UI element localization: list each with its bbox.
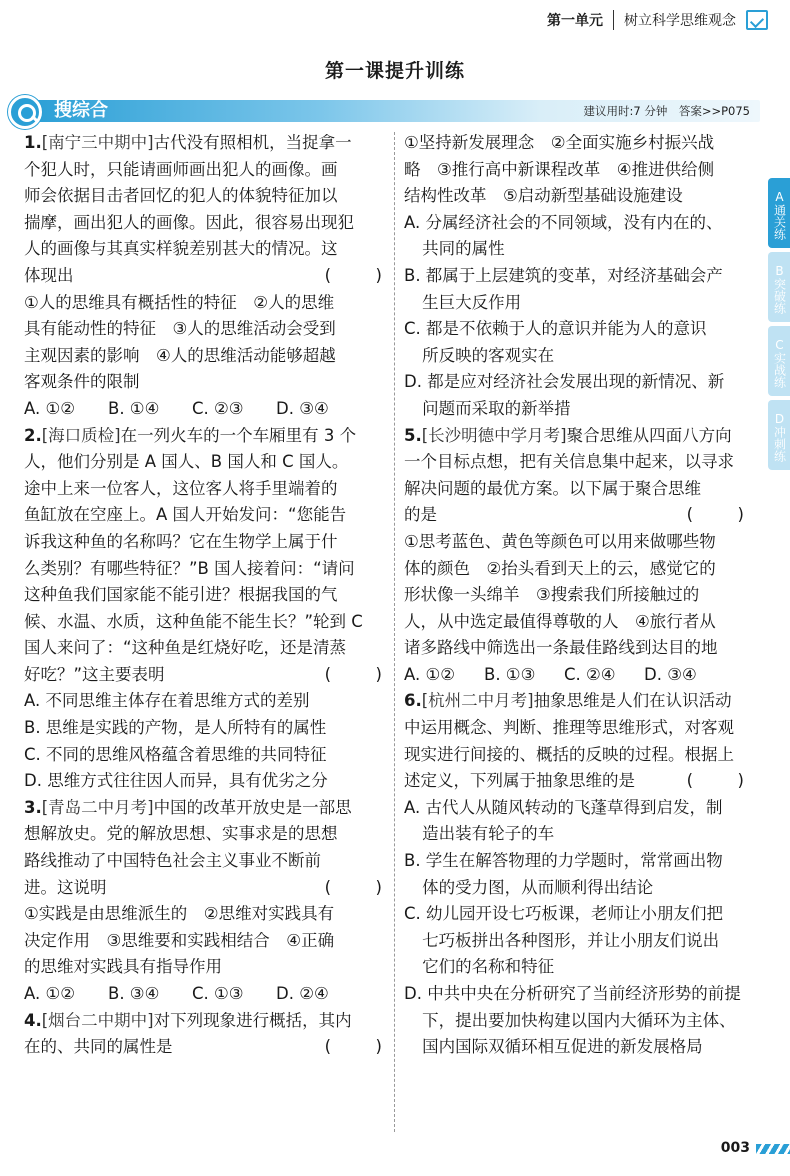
- question-text-line: 中国的改革开放史是一部思: [153, 797, 352, 817]
- choice-b-cont: 生巨大反作用: [422, 292, 522, 312]
- question-text-line: 聚合思维从四面八方向: [566, 425, 732, 445]
- choice-b[interactable]: B. ③④: [108, 984, 160, 1003]
- choice-c-cont: 七巧板拼出各种图形，并让小朋友们说出: [422, 930, 720, 950]
- choice-a[interactable]: A. 古代人从随风转动的飞蓬草得到启发，制: [404, 797, 723, 817]
- right-column: [404, 130, 758, 1061]
- statement-line: 诸多路线中筛选出一条最佳路线到达目的地: [404, 638, 718, 658]
- question-text-line: 体现出: [24, 265, 74, 285]
- statement-line: 体的颜色 ②抬头看到天上的云，感觉它的: [404, 558, 716, 578]
- statement-line: 结构性改革 ⑤启动新型基础设施建设: [404, 186, 683, 206]
- section-meta: 建议用时:7 分钟 答案>>P075: [583, 104, 750, 118]
- answer-bracket[interactable]: ( ): [686, 505, 758, 525]
- statement-line: 人，从中选定最值得尊敬的人 ④旅行者从: [404, 611, 716, 631]
- choice-d[interactable]: D. 都是应对经济社会发展出现的新情况、新: [404, 372, 725, 392]
- answer-bracket[interactable]: ( ): [324, 877, 396, 897]
- choice-b[interactable]: B. 思维是实践的产物，是人所特有的属性: [24, 718, 327, 738]
- question-3: [24, 795, 396, 1008]
- question-text-line: 在的、共同的属性是: [24, 1037, 173, 1057]
- question-source: [青岛二中月考]: [41, 797, 154, 817]
- tab-d[interactable]: D冲刺练: [768, 400, 790, 470]
- answer-bracket[interactable]: ( ): [324, 664, 396, 684]
- section-bar: [8, 95, 760, 125]
- question-text-line: 现实进行间接的、概括的反映的过程。根据上: [404, 744, 734, 764]
- choice-b[interactable]: B. 都属于上层建筑的变革，对经济基础会产: [404, 265, 723, 285]
- choice-d[interactable]: D. 思维方式往往因人而异，具有优劣之分: [24, 771, 328, 791]
- question-text-line: 一个目标点想，把有关信息集中起来，以寻求: [404, 452, 734, 472]
- section-label: 搜综合: [54, 100, 108, 121]
- question-source: [南宁三中期中]: [41, 133, 154, 152]
- choice-c[interactable]: C. ①③: [192, 984, 244, 1003]
- question-6: [404, 688, 758, 1060]
- page-stripe-decoration: [756, 1144, 790, 1154]
- statement-line: 决定作用 ③思维要和实践相结合 ④正确: [24, 930, 335, 950]
- question-text-line: 鱼缸放在空座上。A 国人开始发问：“您能告: [24, 505, 347, 525]
- question-source: [长沙明德中学月考]: [421, 425, 567, 445]
- search-icon: [8, 95, 42, 129]
- tab-b[interactable]: B突破练: [768, 252, 790, 322]
- question-number: 1.: [24, 133, 42, 152]
- choice-a-cont: 造出装有轮子的车: [422, 824, 555, 844]
- question-text-line: 个犯人时，只能请画师画出犯人的画像。画: [24, 159, 338, 179]
- statement-line: 具有能动性的特征 ③人的思维活动会受到: [24, 319, 336, 339]
- statement-line: 客观条件的限制: [24, 372, 140, 392]
- choice-c[interactable]: C. 都是不依赖于人的意识并能为人的意识: [404, 319, 707, 339]
- choice-a[interactable]: A. ①②: [24, 984, 76, 1003]
- choice-d-cont: 问题而采取的新举措: [422, 398, 571, 418]
- choice-row: [404, 662, 746, 689]
- question-2: [24, 423, 396, 795]
- statement-line: ①坚持新发展理念 ②全面实施乡村振兴战: [404, 133, 715, 152]
- question-text-line: 解决问题的最优方案。以下属于聚合思维: [404, 478, 701, 498]
- running-header: [547, 10, 768, 30]
- choice-d[interactable]: D. ②④: [276, 984, 329, 1003]
- choice-b-cont: 体的受力图，从而顺利得出结论: [422, 877, 654, 897]
- question-number: 5.: [404, 425, 422, 445]
- choice-a-cont: 共同的属性: [422, 239, 505, 259]
- checkbox-logo-icon: [746, 10, 768, 30]
- choice-d-cont: 国内国际双循环相互促进的新发展格局: [422, 1037, 703, 1057]
- question-text-line: 想解放史。党的解放思想、实事求是的思想: [24, 824, 338, 844]
- question-text-line: 人的画像与其真实样貌差别甚大的情况。这: [24, 239, 338, 259]
- question-text-line: 路线推动了中国特色社会主义事业不断前: [24, 851, 321, 871]
- choice-b[interactable]: B. ①④: [108, 398, 160, 418]
- statement-line: 的思维对实践具有指导作用: [24, 957, 222, 977]
- choice-c[interactable]: C. ②③: [192, 398, 244, 418]
- choice-a[interactable]: A. ①②: [24, 398, 76, 418]
- choice-a[interactable]: A. 分属经济社会的不同领域，没有内在的、: [404, 212, 723, 232]
- question-text-line: 古代没有照相机，当捉拿一: [153, 133, 352, 152]
- question-text-line: 好吃？”这主要表明: [24, 664, 165, 684]
- question-text-line: 在一列火车的一个车厢里有 3 个: [120, 425, 357, 445]
- question-text-line: 么类别？有哪些特征？”B 国人接着问：“请问: [24, 558, 355, 578]
- question-text-line: 进。这说明: [24, 877, 107, 897]
- question-text-line: 国人来问了：“这种鱼是红烧好吃，还是清蒸: [24, 638, 347, 658]
- question-1: [24, 130, 396, 423]
- question-source: [烟台二中期中]: [41, 1010, 154, 1030]
- question-number: 6.: [404, 691, 422, 711]
- question-source: [杭州二中月考]: [421, 691, 534, 711]
- choice-d[interactable]: D. ③④: [644, 664, 697, 684]
- question-4-continued: [404, 130, 746, 423]
- left-column: [24, 130, 396, 1061]
- question-text-line: 途中上来一位客人，这位客人将手里端着的: [24, 478, 338, 498]
- choice-a[interactable]: A. ①②: [404, 664, 456, 684]
- choice-d[interactable]: D. 中共中央在分析研究了当前经济形势的前提: [404, 984, 741, 1003]
- choice-c[interactable]: C. ②④: [564, 664, 616, 684]
- question-text-line: 候、水温、水质，这种鱼能不能生长？”轮到 C: [24, 611, 363, 631]
- answer-bracket[interactable]: ( ): [324, 265, 396, 285]
- tab-a[interactable]: A通关练: [768, 178, 790, 248]
- tab-c[interactable]: C实战练: [768, 326, 790, 396]
- choice-d[interactable]: D. ③④: [276, 398, 329, 418]
- page-number: 003: [720, 1140, 750, 1156]
- choice-b[interactable]: B. 学生在解答物理的力学题时，常常画出物: [404, 851, 723, 871]
- question-source: [海口质检]: [41, 425, 121, 445]
- statement-line: ①思考蓝色、黄色等颜色可以用来做哪些物: [404, 531, 716, 551]
- choice-c[interactable]: C. 幼儿园开设七巧板课，老师让小朋友们把: [404, 904, 724, 924]
- choice-b[interactable]: B. ①③: [484, 664, 536, 684]
- question-number: 2.: [24, 425, 42, 445]
- question-text-line: 这种鱼我们国家能不能引进？根据我国的气: [24, 585, 338, 605]
- question-text-line: 抽象思维是人们在认识活动: [533, 691, 732, 711]
- question-text-line: 中运用概念、判断、推理等思维形式，对客观: [404, 718, 734, 738]
- question-number: 4.: [24, 1010, 42, 1030]
- choice-row: [24, 981, 384, 1008]
- question-5: [404, 423, 758, 689]
- question-number: 3.: [24, 797, 42, 817]
- answer-bracket[interactable]: ( ): [324, 1037, 396, 1057]
- choice-c-cont: 它们的名称和特征: [422, 957, 555, 977]
- statement-line: 主观因素的影响 ④人的思维活动能够超越: [24, 345, 336, 365]
- answer-bracket[interactable]: ( ): [686, 771, 758, 791]
- statement-line: 略 ③推行高中新课程改革 ④推进供给侧: [404, 159, 715, 179]
- statement-line: ①人的思维具有概括性的特征 ②人的思维: [24, 292, 335, 312]
- question-text-line: 揣摩，画出犯人的画像。因此，很容易出现犯: [24, 212, 354, 232]
- page-title: 第一课提升训练: [324, 60, 465, 82]
- choice-c-cont: 所反映的客观实在: [422, 345, 555, 365]
- question-4: [24, 1008, 396, 1061]
- side-tabs: [768, 178, 790, 474]
- question-text-line: 述定义，下列属于抽象思维的是: [404, 771, 635, 791]
- question-text-line: 师会依据目击者回忆的犯人的体貌特征加以: [24, 186, 338, 206]
- statement-line: 形状像一头绵羊 ③搜索我们所接触过的: [404, 585, 700, 605]
- question-text-line: 人，他们分别是 A 国人、B 国人和 C 国人。: [24, 452, 349, 472]
- choice-c[interactable]: C. 不同的思维风格蕴含着思维的共同特征: [24, 744, 327, 764]
- choice-row: [24, 396, 384, 423]
- question-text-line: 对下列现象进行概括，其内: [153, 1010, 352, 1030]
- choice-d-cont: 下，提出要加快构建以国内大循环为主体、: [422, 1010, 736, 1030]
- statement-line: ①实践是由思维派生的 ②思维对实践具有: [24, 904, 335, 924]
- unit-theme: 树立科学思维观念: [624, 13, 736, 29]
- unit-label: 第一单元: [547, 10, 614, 30]
- question-text-line: 诉我这种鱼的名称吗？它在生物学上属于什: [24, 531, 338, 551]
- choice-a[interactable]: A. 不同思维主体存在着思维方式的差别: [24, 691, 310, 711]
- question-text-line: 的是: [404, 505, 437, 525]
